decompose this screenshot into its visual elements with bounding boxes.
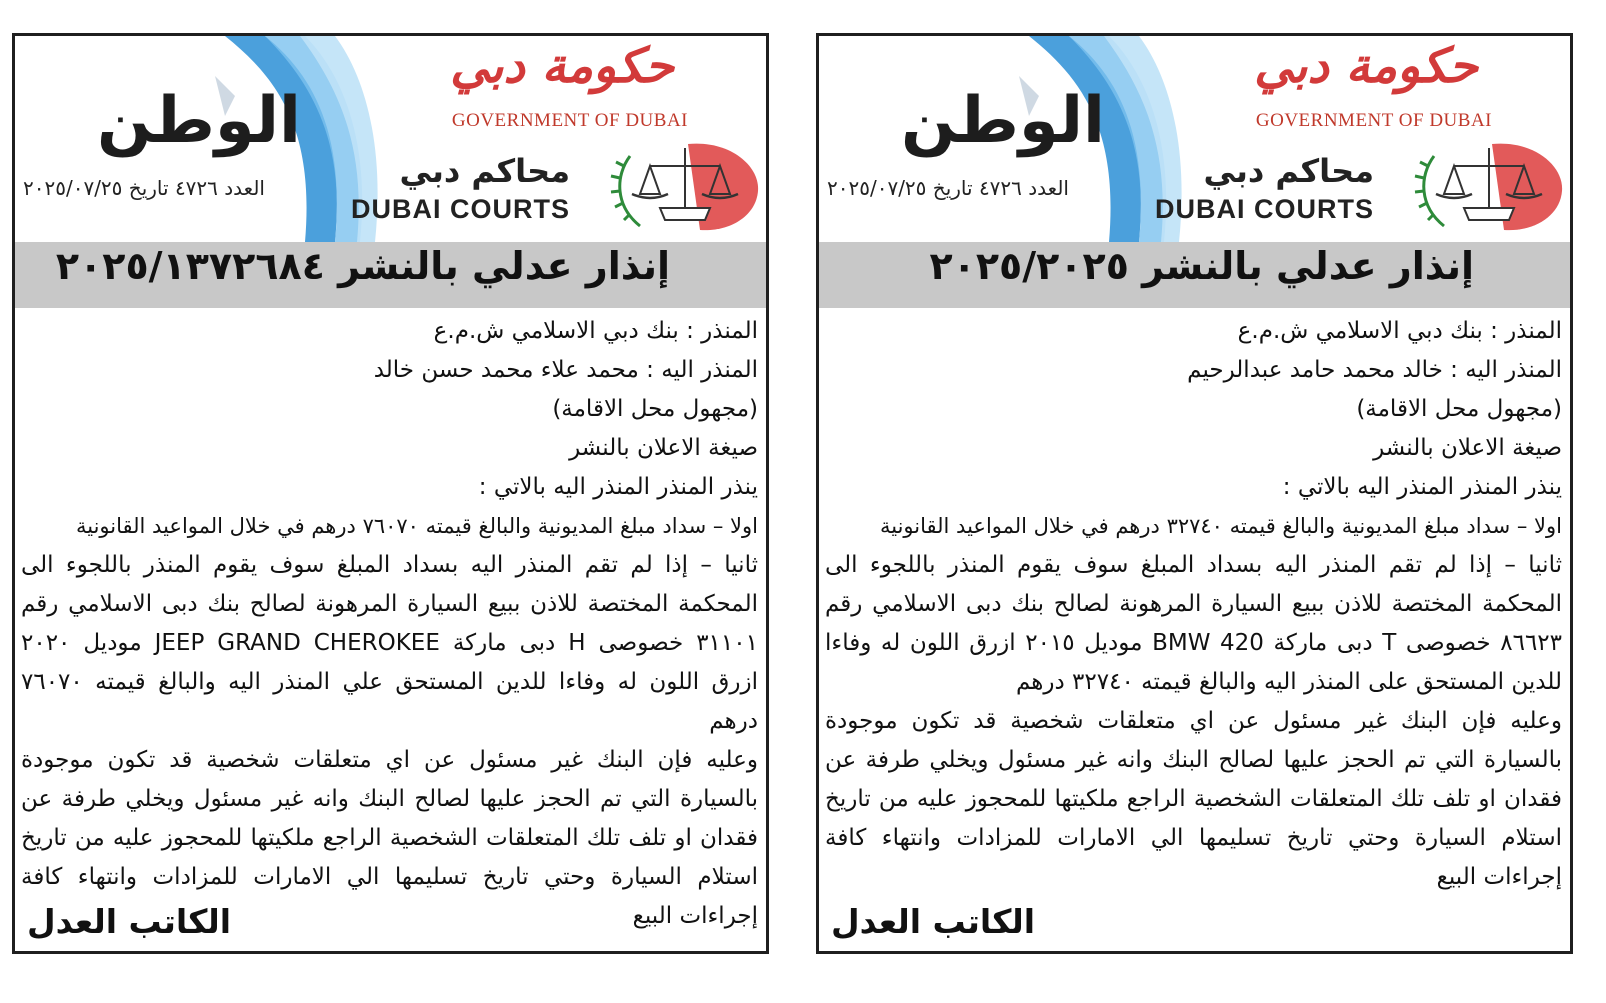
courts-arabic: محاكم دبي — [1203, 152, 1374, 190]
notified: المنذر اليه : محمد علاء محمد حسن خالد — [373, 357, 758, 383]
title-bar — [819, 242, 1570, 308]
announcement-form: صيغة الاعلان بالنشر — [569, 435, 758, 461]
courts-english: DUBAI COURTS — [1155, 194, 1374, 224]
dubai-courts-emblem-icon — [1414, 136, 1564, 236]
notified: المنذر اليه : خالد محمد حامد عبدالرحيم — [1187, 357, 1562, 383]
intro: ينذر المنذر المنذر اليه بالاتي : — [1282, 474, 1562, 500]
clause-second: ثانيا – إذا لم تقم المنذر اليه بسداد المبلغ سوف يقوم المنذر باللجوء الى المحكمة المختصة للاذن ببيع السيارة المرهونة لصالح بنك دبى الاسلامي رقم ٣١١٠١ خصوصى H دبى ماركة JEEP GRAND CHEROKEE موديل ٢٠٢٠ ازرق اللون له وفاءا للدين المستحق علي المنذر اليه والبالغ قيمته ٧٦٠٧٠ درهم — [21, 552, 758, 734]
clause-third: وعليه فإن البنك غير مسئول عن اي متعلقات شخصية قد تكون موجودة بالسيارة التي تم الحجز عليها لصالح البنك وانه غير مسئول ويخلي طرفة عن فقدان او تلف تلك المتعلقات الشخصية الراجع ملكيتها للمحجوز عليه من تاريخ استلام السيارة وحتي تاريخ تسليمها الي الامارات للمزادات وانتهاء كافة إجراءات البيع — [825, 708, 1562, 890]
government-arabic: حكومة دبي — [450, 38, 674, 94]
intro: ينذر المنذر المنذر اليه بالاتي : — [478, 474, 758, 500]
notifier: المنذر : بنك دبي الاسلامي ش.م.ع — [433, 318, 758, 344]
notice-body — [825, 312, 1562, 897]
government-english: GOVERNMENT OF DUBAI — [1255, 110, 1492, 131]
signature: الكاتب العدل — [27, 902, 232, 941]
notice-left — [12, 33, 769, 954]
notifier: المنذر : بنك دبي الاسلامي ش.م.ع — [1237, 318, 1562, 344]
notice-header — [819, 36, 1570, 242]
clause-first: اولا – سداد مبلغ المديونية والبالغ قيمته ٣٢٧٤٠ درهم في خلال المواعيد القانونية — [879, 514, 1562, 538]
newspaper-name: الوطن — [901, 84, 1105, 158]
newspaper-name: الوطن — [97, 84, 301, 158]
clause-first: اولا – سداد مبلغ المديونية والبالغ قيمته ٧٦٠٧٠ درهم في خلال المواعيد القانونية — [75, 514, 758, 538]
notice-header — [15, 36, 766, 242]
announcement-form: صيغة الاعلان بالنشر — [1373, 435, 1562, 461]
notice-right — [816, 33, 1573, 954]
government-arabic: حكومة دبي — [1254, 38, 1478, 94]
title-bar — [15, 242, 766, 308]
signature: الكاتب العدل — [831, 902, 1036, 941]
clause-third: وعليه فإن البنك غير مسئول عن اي متعلقات شخصية قد تكون موجودة بالسيارة التي تم الحجز عليها لصالح البنك وانه غير مسئول ويخلي طرفة عن فقدان او تلف تلك المتعلقات الشخصية الراجع ملكيتها للمحجوز عليه من تاريخ استلام السيارة وحتي تاريخ تسليمها الي الامارات للمزادات وانتهاء كافة إجراءات البيع — [21, 747, 758, 929]
issue-date: العدد ٤٧٢٦ تاريخ ٢٠٢٥/٠٧/٢٥ — [23, 176, 265, 200]
notice-title: إنذار عدلي بالنشر ٢٠٢٥/١٣٧٢٦٨٤ — [55, 244, 670, 288]
clause-second: ثانيا – إذا لم تقم المنذر اليه بسداد المبلغ سوف يقوم المنذر باللجوء الى المحكمة المختصة للاذن ببيع السيارة المرهونة لصالح بنك دبى الاسلامي رقم ٨٦٦٢٣ خصوصى T دبى ماركة BMW 420 موديل ٢٠١٥ ازرق اللون له وفاءا للدين المستحق على المنذر اليه والبالغ قيمته ٣٢٧٤٠ درهم — [825, 552, 1563, 695]
dubai-courts-emblem-icon — [610, 136, 760, 236]
residence: (مجهول محل الاقامة) — [1356, 396, 1562, 422]
issue-date: العدد ٤٧٢٦ تاريخ ٢٠٢٥/٠٧/٢٥ — [827, 176, 1069, 200]
courts-english: DUBAI COURTS — [351, 194, 570, 224]
notice-title: إنذار عدلي بالنشر ٢٠٢٥/٢٠٢٥ — [929, 244, 1474, 288]
government-english: GOVERNMENT OF DUBAI — [451, 110, 688, 131]
notice-body — [21, 312, 758, 936]
courts-arabic: محاكم دبي — [399, 152, 570, 190]
residence: (مجهول محل الاقامة) — [552, 396, 758, 422]
